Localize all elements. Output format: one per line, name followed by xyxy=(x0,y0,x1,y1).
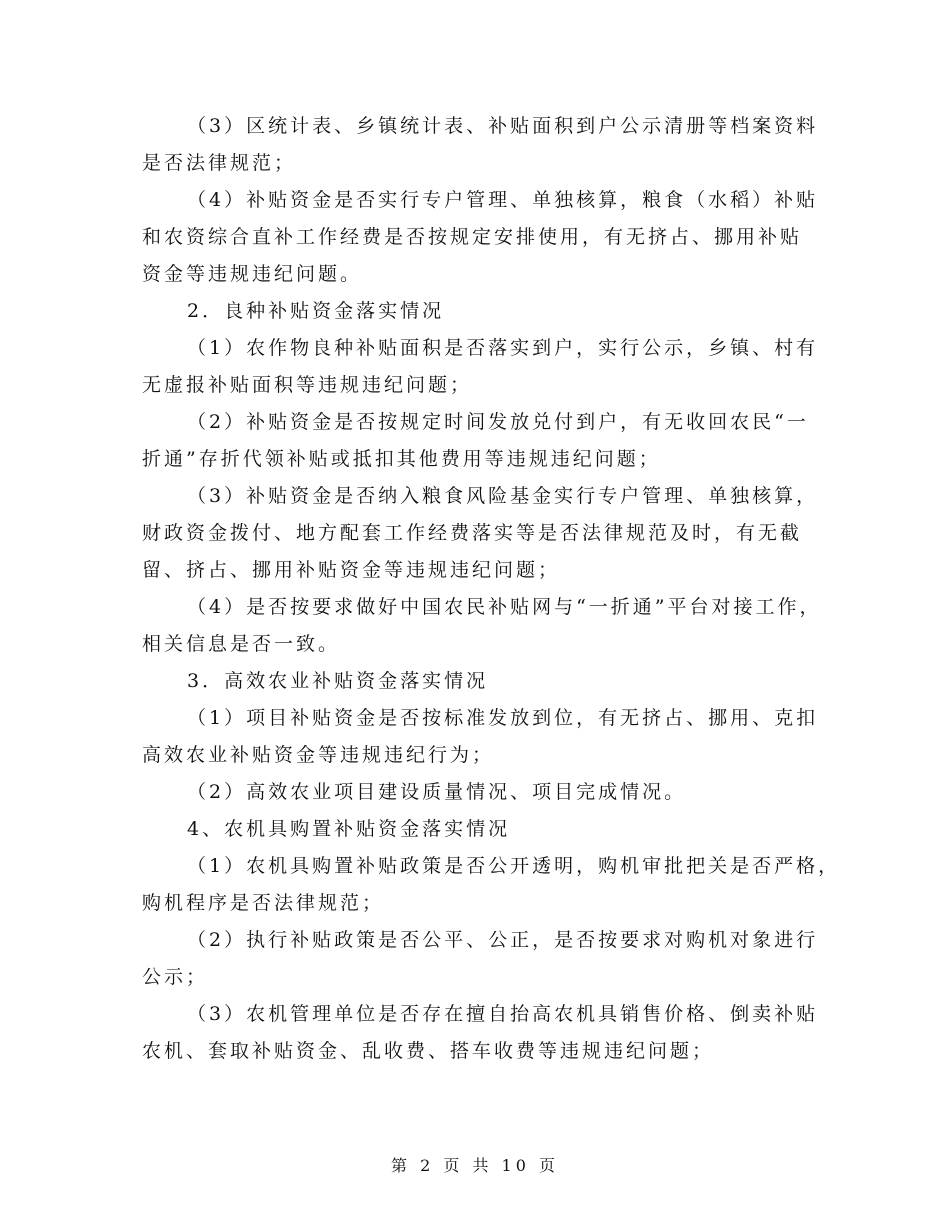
text-line: （4）是否按要求做好中国农民补贴网与“一折通”平台对接工作， xyxy=(187,596,822,618)
text-line: （2）补贴资金是否按规定时间发放兑付到户，有无收回农民“一 xyxy=(187,411,809,433)
text-line: 无虚报补贴面积等违规违纪问题； xyxy=(142,374,473,396)
text-line: 财政资金拨付、地方配套工作经费落实等是否法律规范及时，有无截 xyxy=(142,522,803,544)
text-line: （2）高效农业项目建设质量情况、项目完成情况。 xyxy=(187,781,687,803)
text-line: 3．高效农业补贴资金落实情况 xyxy=(187,670,489,692)
text-line: 留、挤占、挪用补贴资金等违规违纪问题； xyxy=(142,559,561,581)
text-line: （1）农作物良种补贴面积是否落实到户，实行公示，乡镇、村有 xyxy=(187,337,819,359)
text-line: 资金等违规违纪问题。 xyxy=(142,263,363,285)
text-line: 是否法律规范； xyxy=(142,152,297,174)
text-line: （1）项目补贴资金是否按标准发放到位，有无挤占、挪用、克扣 xyxy=(187,707,819,729)
text-line: （3）区统计表、乡镇统计表、补贴面积到户公示清册等档案资料 xyxy=(187,115,819,137)
text-line: 农机、套取补贴资金、乱收费、搭车收费等违规违纪问题； xyxy=(142,1040,715,1062)
page-footer: 第 2 页 共 10 页 xyxy=(391,1156,559,1175)
document-body xyxy=(142,108,841,1070)
text-line: （4）补贴资金是否实行专户管理、单独核算，粮食（水稻）补贴 xyxy=(187,189,819,211)
text-line: （3）农机管理单位是否存在擅自抬高农机具销售价格、倒卖补贴 xyxy=(187,1003,819,1025)
text-line: （2）执行补贴政策是否公平、公正，是否按要求对购机对象进行 xyxy=(187,929,819,951)
text-line: 公示； xyxy=(142,966,209,988)
text-line: （3）补贴资金是否纳入粮食风险基金实行专户管理、单独核算， xyxy=(187,485,819,507)
text-line: 2．良种补贴资金落实情况 xyxy=(187,300,445,322)
text-line: （1）农机具购置补贴政策是否公开透明，购机审批把关是否严格， xyxy=(187,855,841,877)
text-line: 4、农机具购置补贴资金落实情况 xyxy=(187,818,511,840)
text-line: 相关信息是否一致。 xyxy=(142,633,341,655)
text-line: 和农资综合直补工作经费是否按规定安排使用，有无挤占、挪用补贴 xyxy=(142,226,803,248)
text-line: 折通”存折代领补贴或抵扣其他费用等违规违纪问题； xyxy=(142,448,661,470)
text-line: 购机程序是否法律规范； xyxy=(142,892,385,914)
text-line: 高效农业补贴资金等违规违纪行为； xyxy=(142,744,495,766)
